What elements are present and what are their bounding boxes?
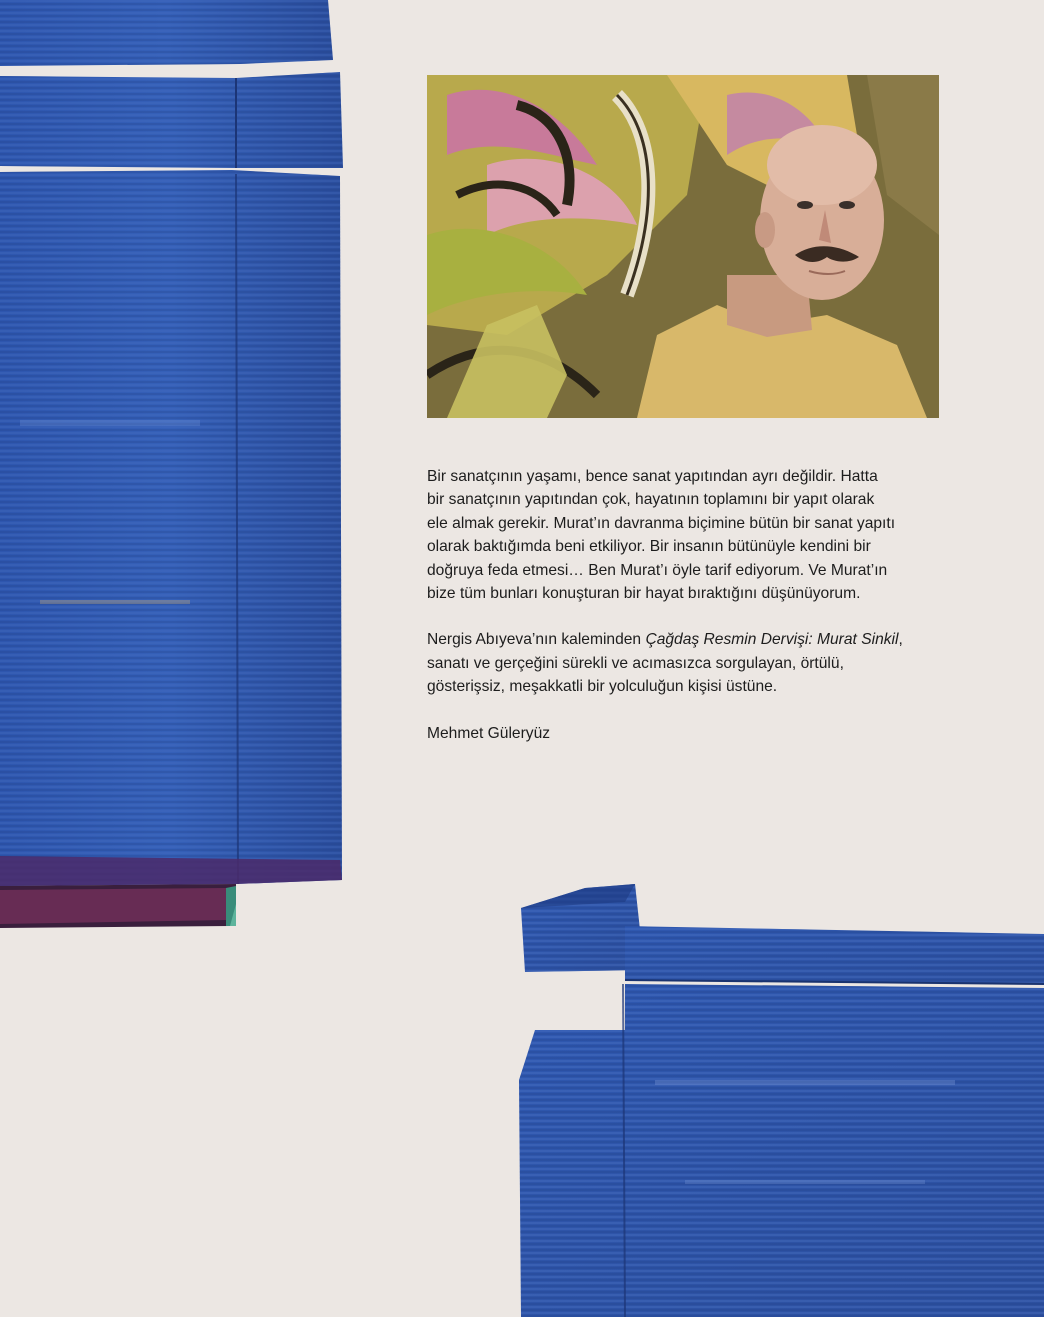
credit-prefix: Nergis Abıyeva’nın kaleminden [427, 631, 646, 649]
quote-line: bir sanatçının yapıtından çok, hayatının toplamını bir yapıt olarak [427, 491, 875, 509]
quote-line: ele almak gerekir. Murat’ın davranma biçimine bütün bir sanat yapıtı [427, 514, 896, 532]
blue-cardboard-painting-bottom [515, 880, 1044, 1317]
author-signature: Mehmet Güleryüz [427, 724, 551, 742]
credit-paragraph [427, 628, 987, 698]
credit-line-2: sanatı ve gerçeğini sürekli ve acımasızca sorgulayan, örtülü, [427, 654, 844, 672]
quote-line: Bir sanatçının yaşamı, bence sanat yapıtından ayrı değildir. Hatta [427, 468, 878, 485]
book-title: Çağdaş Resmin Dervişi: Murat Sinkil [645, 631, 899, 649]
artist-portrait-photo [427, 75, 939, 418]
credit-suffix: , [898, 631, 903, 649]
credit-line-1 [427, 628, 987, 651]
quote-paragraph [427, 465, 987, 605]
quote-line: doğruya feda etmesi… Ben Murat’ı öyle tarif ediyorum. Ve Murat’ın [427, 561, 888, 579]
credit-line-3: gösterişsiz, meşakkatli bir yolculuğun kişisi üstüne. [427, 678, 778, 696]
blue-cardboard-painting-top [0, 0, 345, 930]
quote-line: olarak baktığımda beni etkiliyor. Bir insanın bütünüyle kendini bir [427, 538, 871, 556]
quote-line: bize tüm bunları konuşturan bir hayat bıraktığını düşünüyorum. [427, 585, 861, 603]
text-block [427, 465, 987, 768]
